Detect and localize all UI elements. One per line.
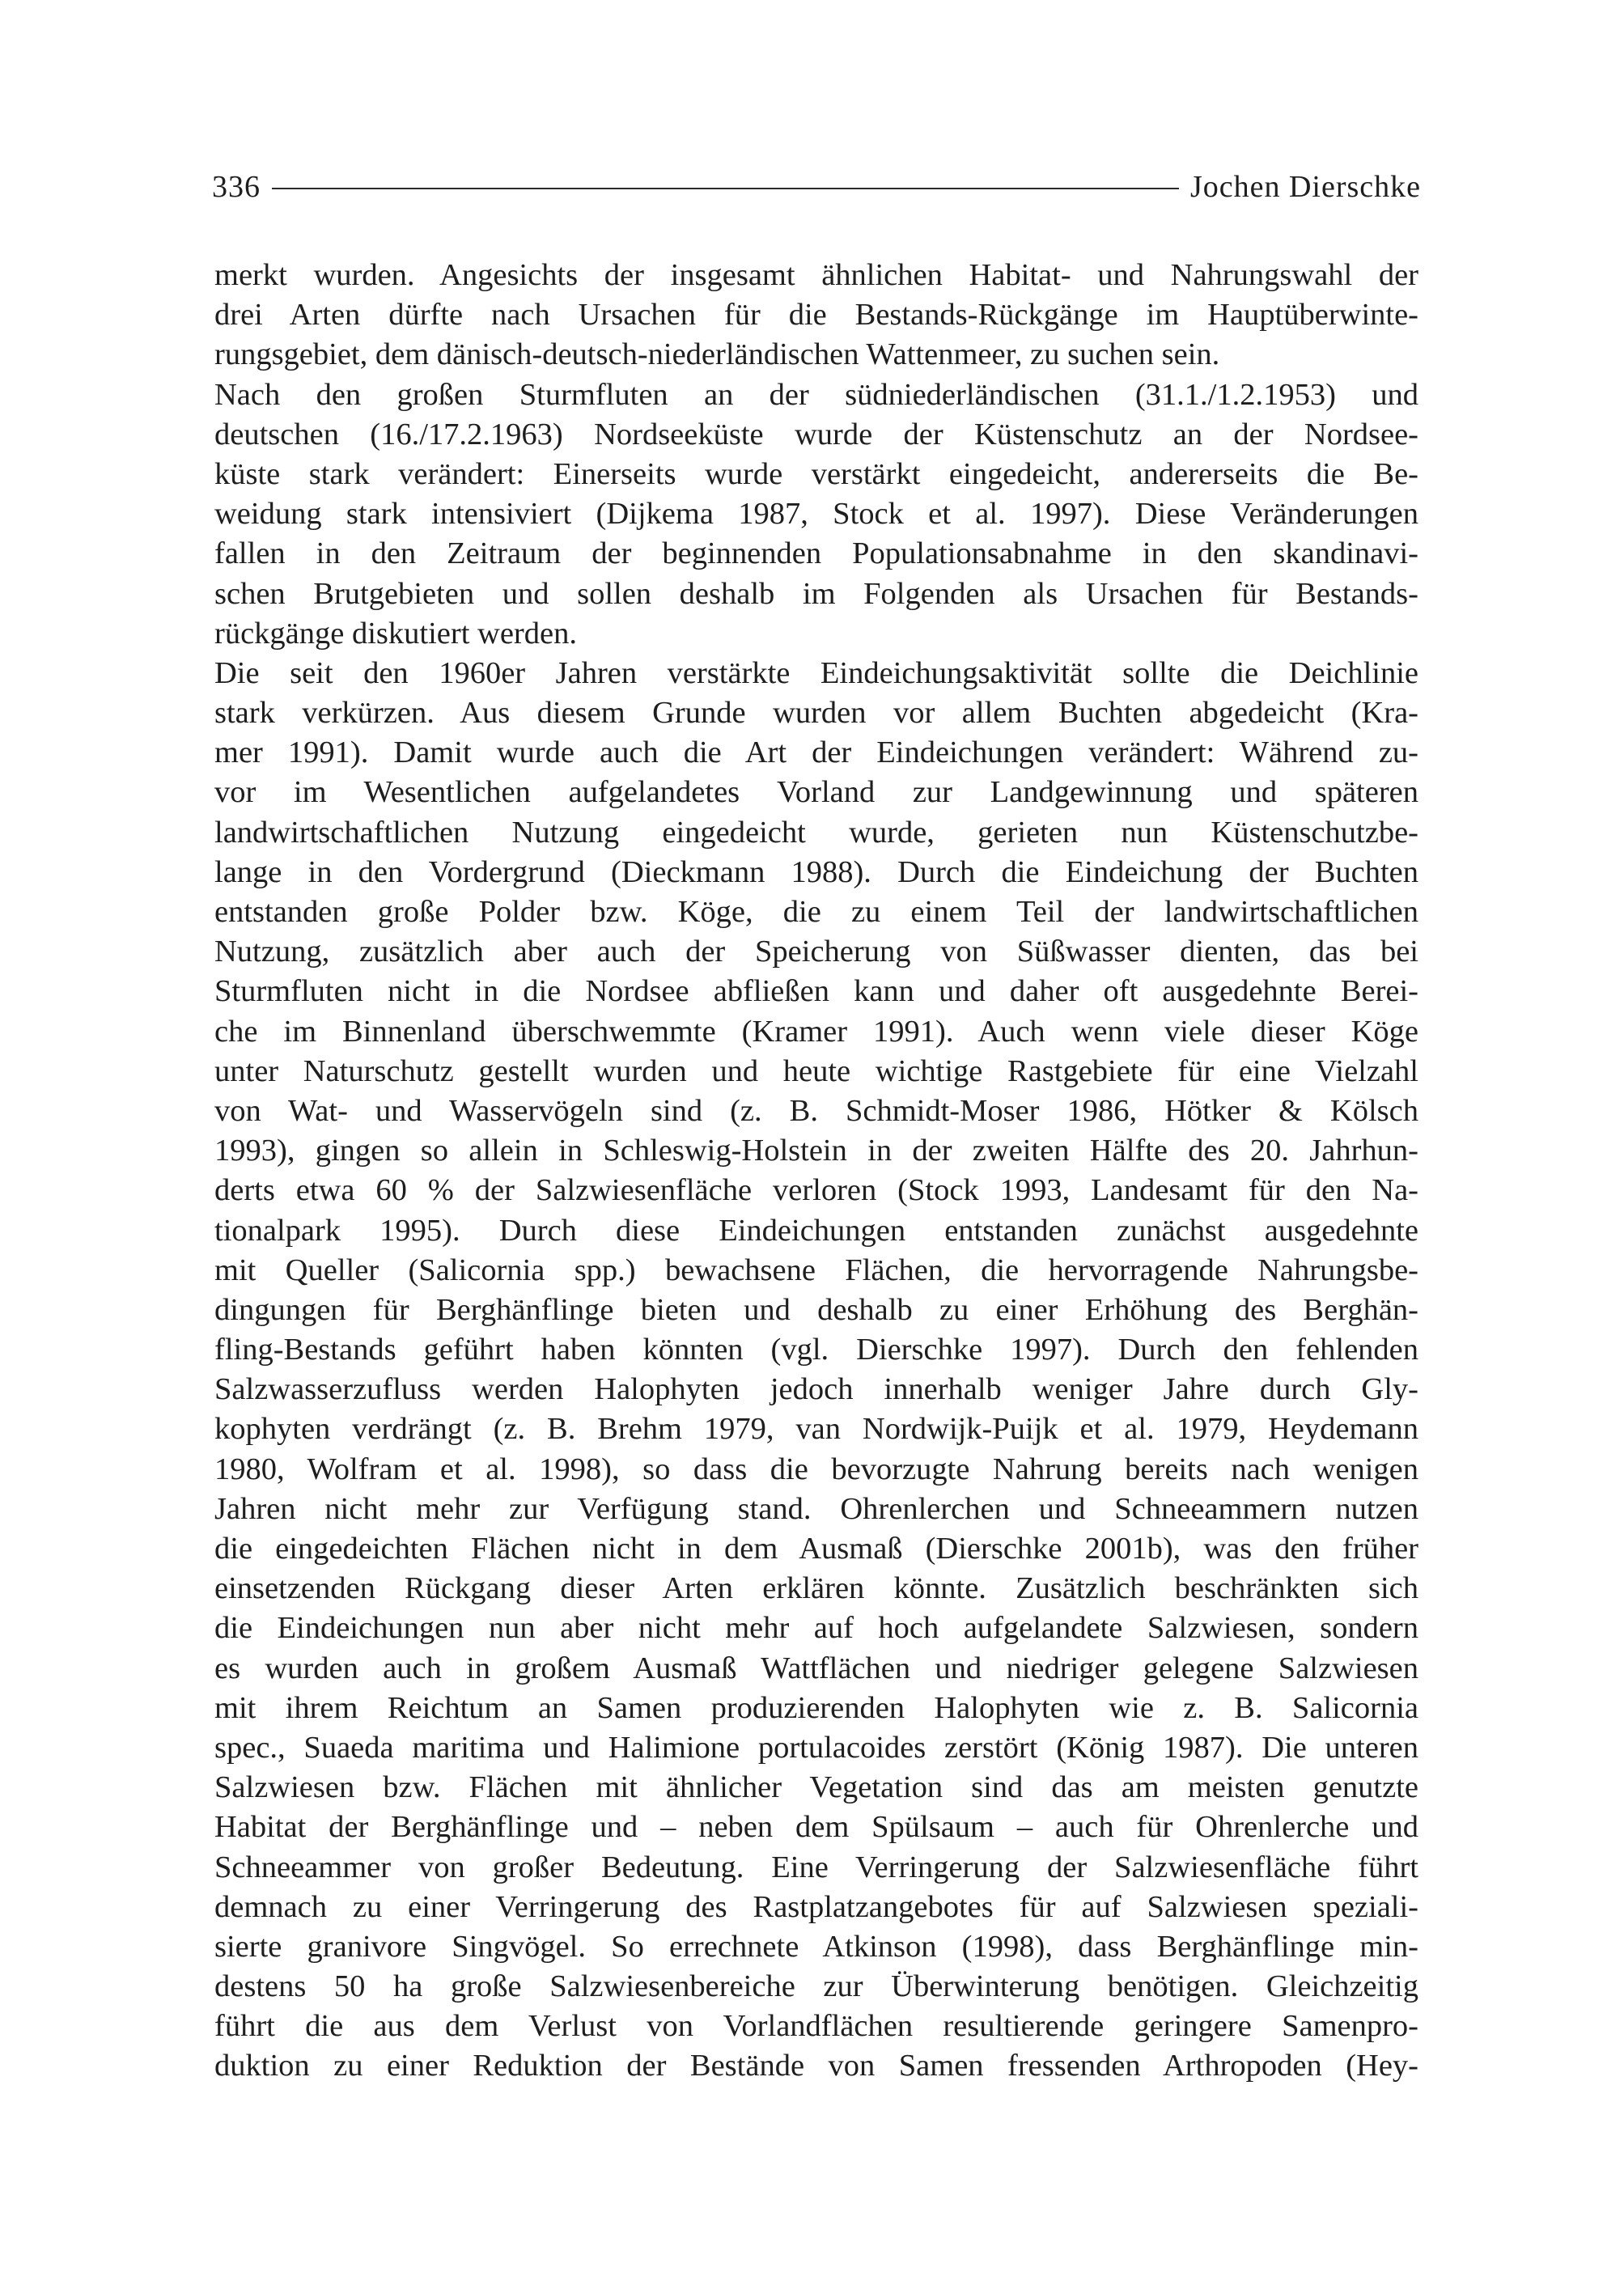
text-line: 1980, Wolfram et al. 1998), so dass die bevorzugte Nahrung bereits nach wenigen — [214, 1452, 1418, 1486]
text-line: die eingedeichten Flächen nicht in dem Ausmaß (Dierschke 2001b), was den früher — [214, 1532, 1418, 1566]
text-line: vor im Wesentlichen aufgelandetes Vorland zur Landgewinnung und späteren — [214, 775, 1418, 810]
text-line: 1993), gingen so allein in Schleswig-Holstein in der zweiten Hälfte des 20. Jahrhun- — [214, 1134, 1418, 1168]
text-line: sierte granivore Singvögel. So errechnete Atkinson (1998), dass Berghänflinge min- — [214, 1929, 1418, 1964]
text-line: merkt wurden. Angesichts der insgesamt ähnlichen Habitat- und Nahrungswahl der — [214, 258, 1418, 292]
text-line: Nach den großen Sturmfluten an der südniederländischen (31.1./1.2.1953) und — [214, 377, 1418, 412]
page-number: 336 — [212, 170, 261, 204]
text-line: die Eindeichungen nun aber nicht mehr auf hoch aufgelandete Salzwiesen, sondern — [214, 1611, 1418, 1646]
text-line: landwirtschaftlichen Nutzung eingedeicht wurde, gerieten nun Küstenschutzbe- — [214, 815, 1418, 850]
text-line: Habitat der Berghänflinge und – neben dem Spülsaum – auch für Ohrenlerche und — [214, 1810, 1418, 1845]
text-line: tionalpark 1995). Durch diese Eindeichungen entstanden zunächst ausgedehnte — [214, 1213, 1418, 1248]
text-line: kophyten verdrängt (z. B. Brehm 1979, van Nordwijk-Puijk et al. 1979, Heydemann — [214, 1412, 1418, 1447]
text-line: Jahren nicht mehr zur Verfügung stand. Ohrenlerchen und Schneeammern nutzen — [214, 1491, 1418, 1526]
text-line: mit ihrem Reichtum an Samen produzierenden Halophyten wie z. B. Salicornia — [214, 1690, 1418, 1725]
text-line: unter Naturschutz gestellt wurden und heute wichtige Rastgebiete für eine Vielzahl — [214, 1053, 1418, 1088]
text-line: rungsgebiet, dem dänisch-deutsch-niederländischen Wattenmeer, zu suchen sein. — [214, 337, 1220, 372]
text-line: derts etwa 60 % der Salzwiesenfläche verloren (Stock 1993, Landesamt für den Na- — [214, 1173, 1418, 1208]
text-line: demnach zu einer Verringerung des Rastplatzangebotes für auf Salzwiesen speziali- — [214, 1889, 1418, 1924]
text-line: schen Brutgebieten und sollen deshalb im Folgenden als Ursachen für Bestands- — [214, 576, 1418, 611]
text-line: che im Binnenland überschwemmte (Kramer 1991). Auch wenn viele dieser Köge — [214, 1014, 1418, 1049]
text-line: Salzwiesen bzw. Flächen mit ähnlicher Vegetation sind das am meisten genutzte — [214, 1770, 1418, 1805]
text-line: einsetzenden Rückgang dieser Arten erklären könnte. Zusätzlich beschränkten sich — [214, 1571, 1418, 1606]
text-line: mer 1991). Damit wurde auch die Art der Eindeichungen verändert: Während zu- — [214, 735, 1418, 770]
text-line: duktion zu einer Reduktion der Bestände von Samen fressenden Arthropoden (Hey- — [214, 2049, 1418, 2083]
text-line: entstanden große Polder bzw. Köge, die zu einem Teil der landwirtschaftlichen — [214, 895, 1418, 929]
running-header — [212, 159, 1421, 215]
text-line: drei Arten dürfte nach Ursachen für die Bestands-Rückgänge im Hauptüberwinte- — [214, 298, 1418, 333]
text-line: mit Queller (Salicornia spp.) bewachsene Flächen, die hervorragende Nahrungsbe- — [214, 1252, 1418, 1287]
text-line: weidung stark intensiviert (Dijkema 1987, Stock et al. 1997). Diese Veränderungen — [214, 497, 1418, 532]
text-line: von Wat- und Wasservögeln sind (z. B. Schmidt-Moser 1986, Hötker & Kölsch — [214, 1093, 1418, 1128]
text-line: lange in den Vordergrund (Dieckmann 1988). Durch die Eindeichung der Buchten — [214, 854, 1418, 889]
text-line: deutschen (16./17.2.1963) Nordseeküste wurde der Küstenschutz an der Nordsee- — [214, 417, 1418, 451]
text-line: stark verkürzen. Aus diesem Grunde wurden vor allem Buchten abgedeicht (Kra- — [214, 696, 1418, 731]
text-line: Salzwasserzufluss werden Halophyten jedoch innerhalb weniger Jahre durch Gly- — [214, 1372, 1418, 1407]
text-line: spec., Suaeda maritima und Halimione portulacoides zerstört (König 1987). Die unteren — [214, 1730, 1418, 1765]
text-line: Nutzung, zusätzlich aber auch der Speicherung von Süßwasser dienten, das bei — [214, 935, 1418, 969]
text-line: rückgänge diskutiert werden. — [214, 616, 577, 651]
text-line: führt die aus dem Verlust von Vorlandflächen resultierende geringere Samenpro- — [214, 2009, 1418, 2044]
text-line: Die seit den 1960er Jahren verstärkte Eindeichungsaktivität sollte die Deichlinie — [214, 655, 1418, 690]
text-line: fling-Bestands geführt haben könnten (vgl. Dierschke 1997). Durch den fehlenden — [214, 1333, 1418, 1367]
text-line: dingungen für Berghänflinge bieten und deshalb zu einer Erhöhung des Berghän- — [214, 1292, 1418, 1327]
running-header-author: Jochen Dierschke — [1189, 170, 1421, 204]
text-line: fallen in den Zeitraum der beginnenden Populationsabnahme in den skandinavi- — [214, 536, 1418, 571]
text-line: Schneeammer von großer Bedeutung. Eine Verringerung der Salzwiesenfläche führt — [214, 1850, 1418, 1884]
body-text — [214, 256, 1418, 2087]
text-line: Sturmfluten nicht in die Nordsee abfließen kann und daher oft ausgedehnte Berei- — [214, 974, 1418, 1009]
text-line: küste stark verändert: Einerseits wurde verstärkt eingedeicht, andererseits die Be- — [214, 456, 1418, 491]
header-rule — [272, 188, 1179, 189]
text-line: destens 50 ha große Salzwiesenbereiche zur Überwinterung benötigen. Gleichzeitig — [214, 1969, 1418, 2004]
text-line: es wurden auch in großem Ausmaß Wattflächen und niedriger gelegene Salzwiesen — [214, 1651, 1418, 1685]
